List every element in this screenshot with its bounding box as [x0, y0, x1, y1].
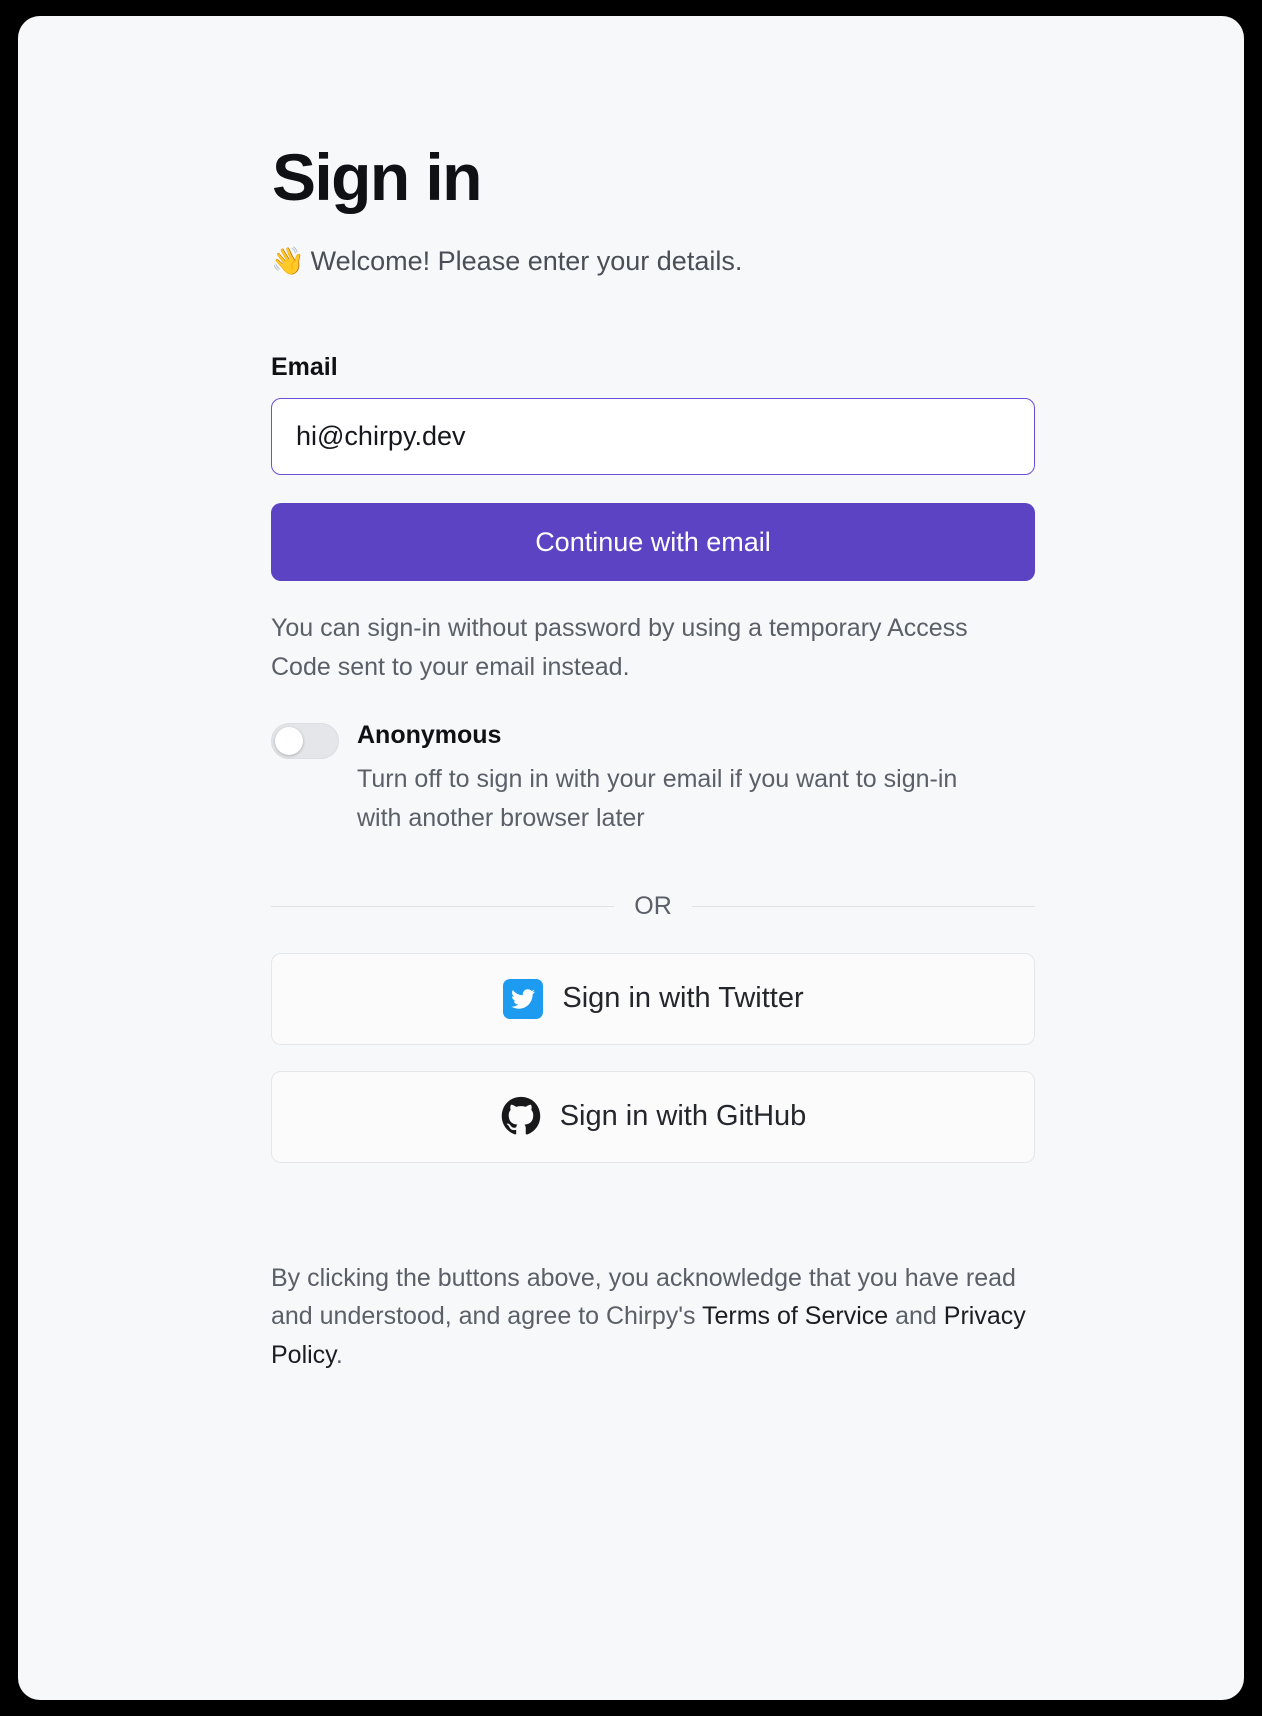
continue-with-email-button[interactable]: Continue with email — [271, 503, 1035, 581]
anonymous-toggle[interactable] — [271, 723, 339, 759]
legal-text — [271, 1259, 1031, 1375]
twitter-icon — [502, 978, 544, 1020]
wave-icon: 👋 — [271, 246, 305, 276]
anonymous-row — [271, 719, 1037, 838]
anonymous-label: Anonymous — [357, 720, 502, 749]
toggle-knob — [275, 727, 303, 755]
page-title: Sign in — [272, 140, 481, 214]
legal-between: and — [888, 1302, 944, 1331]
github-button-label: Sign in with GitHub — [559, 1100, 807, 1133]
divider-label: OR — [634, 891, 672, 920]
email-label: Email — [271, 353, 338, 382]
divider — [271, 892, 1035, 921]
page-subtitle-text: Welcome! Please enter your details. — [310, 246, 743, 276]
terms-of-service-link[interactable]: Terms of Service — [702, 1302, 889, 1331]
legal-text-before: By clicking the buttons above, you acknowledge that you have read and understood, and agree to Chirpy's — [271, 1263, 1016, 1331]
signin-card — [18, 16, 1244, 1700]
github-icon — [500, 1096, 542, 1138]
signin-inner — [271, 140, 1037, 1374]
email-input[interactable] — [271, 398, 1035, 475]
anonymous-description: Turn off to sign in with your email if you want to sign-in with another browser later — [357, 765, 958, 833]
divider-line-right — [692, 906, 1035, 907]
page-subtitle — [271, 244, 1037, 279]
twitter-button-label: Sign in with Twitter — [562, 982, 804, 1015]
signin-with-twitter-button[interactable] — [271, 953, 1035, 1045]
legal-period: . — [335, 1340, 343, 1369]
privacy-policy-link[interactable]: Privacy Policy — [271, 1302, 1026, 1369]
passwordless-hint: You can sign-in without password by using a temporary Access Code sent to your email instead. — [271, 614, 968, 681]
signin-content — [18, 16, 1244, 1374]
divider-line-left — [271, 906, 614, 907]
anonymous-texts — [357, 719, 987, 838]
signin-with-github-button[interactable] — [271, 1071, 1035, 1163]
